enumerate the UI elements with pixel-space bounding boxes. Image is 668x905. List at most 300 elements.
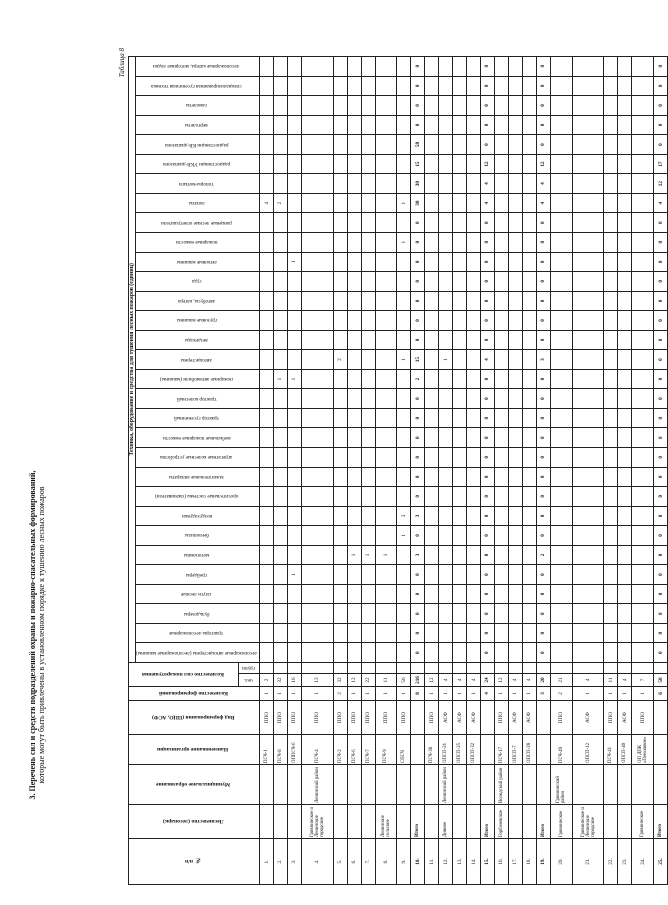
organization-cell [411,735,425,765]
header-equipment-31: лесопожарные катера, моторные лодки [136,56,260,76]
equipment-value-cell: 2 [273,193,287,213]
formation-type-cell: АСФ [508,701,522,735]
equipment-value-cell [361,115,375,135]
equipment-value-cell [425,467,439,487]
forestry-cell [333,805,347,839]
equipment-value-cell [333,526,347,546]
group-count-cell [536,663,550,674]
equipment-value-cell [618,135,632,155]
equipment-value-cell [439,311,453,331]
equipment-value-cell [425,350,439,370]
equipment-value-cell [508,330,522,350]
equipment-value-cell [522,643,536,663]
equipment-value-cell [273,428,287,448]
equipment-value-cell [375,643,397,663]
equipment-value-cell [522,291,536,311]
row-number: 25. [654,839,668,885]
heading-line-2: которые могут быть привлечены в установленном порядке к тушению лесных пожаров [37,486,46,784]
header-equipment-15: пожарные автомобили (машины) [136,369,260,389]
equipment-value-cell [361,174,375,194]
header-equipment-26: радиостанции УКВ-диапазона [136,154,260,174]
equipment-value-cell [347,311,361,331]
equipment-value-cell: 0 [654,330,668,350]
equipment-value-cell [347,330,361,350]
equipment-value-cell: 0 [411,428,425,448]
equipment-value-cell [375,174,397,194]
equipment-value-cell [604,526,618,546]
equipment-value-cell [260,545,274,565]
people-count-cell: 22 [361,674,375,687]
equipment-value-cell [618,545,632,565]
equipment-value-cell [604,311,618,331]
equipment-value-cell [361,428,375,448]
equipment-value-cell [361,526,375,546]
equipment-value-cell [361,154,375,174]
equipment-value-cell [439,447,453,467]
equipment-value-cell [287,467,301,487]
equipment-value-cell [494,330,508,350]
equipment-value-cell: 0 [411,311,425,331]
equipment-value-cell [453,526,467,546]
equipment-value-cell [425,56,439,76]
equipment-value-cell [439,330,453,350]
equipment-value-cell: 0 [536,526,550,546]
equipment-value-cell [361,389,375,409]
equipment-value-cell [508,232,522,252]
equipment-value-cell [347,291,361,311]
equipment-value-cell [333,193,347,213]
equipment-value-cell [361,447,375,467]
group-count-cell [604,663,618,674]
equipment-value-cell: 0 [411,565,425,585]
formation-type-cell: ППО [273,701,287,735]
equipment-value-cell [508,369,522,389]
table-row [550,56,572,884]
group-count-cell [494,663,508,674]
equipment-value-cell [260,643,274,663]
equipment-value-cell [273,56,287,76]
equipment-value-cell [333,252,347,272]
equipment-value-cell [301,272,333,292]
equipment-value-cell [273,330,287,350]
group-count-cell [273,663,287,674]
formation-type-cell: АСФ [522,701,536,735]
equipment-value-cell [287,272,301,292]
equipment-value-cell [347,154,361,174]
equipment-value-cell [397,408,411,428]
equipment-value-cell [439,565,453,585]
equipment-value-cell [550,96,572,116]
equipment-value-cell [494,76,508,96]
equipment-value-cell [260,506,274,526]
equipment-value-cell: 0 [654,643,668,663]
formation-type-cell: ППО [550,701,572,735]
equipment-value-cell [347,467,361,487]
equipment-value-cell [287,506,301,526]
municipal-cell [604,765,618,805]
equipment-value-cell [453,174,467,194]
equipment-value-cell [453,330,467,350]
equipment-value-cell [572,623,604,643]
equipment-value-cell [397,252,411,272]
equipment-value-cell [361,584,375,604]
equipment-value-cell [550,389,572,409]
formation-count-cell: 1 [287,687,301,701]
people-count-cell: 56 [397,674,411,687]
table-row [273,56,287,884]
equipment-value-cell: 0 [481,643,495,663]
organization-cell: ОПСП-7 [508,735,522,765]
equipment-value-cell [260,604,274,624]
equipment-value-cell [260,252,274,272]
equipment-value-cell [375,154,397,174]
equipment-value-cell: 0 [411,272,425,292]
equipment-value-cell [439,174,453,194]
equipment-value-cell [260,350,274,370]
row-number: 21. [572,839,604,885]
group-count-cell [508,663,522,674]
forestry-cell [508,805,522,839]
formation-type-cell [536,701,550,735]
organization-cell: ОПСП-32 [467,735,481,765]
municipal-cell: Ленинский район [301,765,333,805]
equipment-value-cell [347,174,361,194]
equipment-value-cell [375,76,397,96]
municipal-cell [425,765,439,805]
equipment-value-cell [453,565,467,585]
equipment-value-cell [439,252,453,272]
equipment-value-cell [494,56,508,76]
equipment-value-cell [347,252,361,272]
municipal-cell [347,765,361,805]
equipment-value-cell: 0 [654,447,668,467]
equipment-value-cell [550,545,572,565]
equipment-value-cell [301,428,333,448]
equipment-value-cell [287,330,301,350]
equipment-value-cell [287,115,301,135]
municipal-cell [536,765,550,805]
forestry-cell: Итого [481,805,495,839]
equipment-value-cell [604,232,618,252]
equipment-value-cell [632,252,654,272]
equipment-value-cell [301,604,333,624]
equipment-value-cell [618,526,632,546]
group-count-cell [260,663,274,674]
group-count-cell [632,663,654,674]
header-equipment-18: грузовые машины [136,311,260,331]
equipment-value-cell: 0 [411,56,425,76]
equipment-value-cell [522,369,536,389]
equipment-value-cell [632,408,654,428]
equipment-value-cell [439,193,453,213]
equipment-value-cell [508,506,522,526]
equipment-value-cell [425,272,439,292]
equipment-value-cell [301,76,333,96]
equipment-value-cell [361,506,375,526]
equipment-value-cell [273,643,287,663]
table-row [508,56,522,884]
equipment-value-cell [453,604,467,624]
equipment-value-cell [439,623,453,643]
equipment-value-cell [375,350,397,370]
equipment-value-cell [572,487,604,507]
municipal-cell [632,765,654,805]
equipment-value-cell [618,506,632,526]
formation-count-cell: 1 [508,687,522,701]
equipment-value-cell [347,213,361,233]
municipal-cell [481,765,495,805]
equipment-value-cell [508,252,522,272]
equipment-value-cell [550,623,572,643]
equipment-value-cell [632,369,654,389]
municipal-cell: Гривнинский район [550,765,572,805]
forestry-cell [425,805,439,839]
equipment-value-cell [604,389,618,409]
formation-type-cell: АСФ [439,701,453,735]
equipment-value-cell [494,115,508,135]
equipment-value-cell: 0 [481,135,495,155]
equipment-value-cell [572,330,604,350]
forestry-cell: Дивное [439,805,453,839]
equipment-value-cell: 30 [411,193,425,213]
forestry-cell [361,805,375,839]
equipment-value-cell: 0 [536,135,550,155]
equipment-value-cell [522,115,536,135]
equipment-value-cell [467,604,481,624]
equipment-value-cell [361,487,375,507]
organization-cell: ПСЧ-38 [425,735,439,765]
equipment-value-cell [333,76,347,96]
group-count-cell [425,663,439,674]
forestry-cell [618,805,632,839]
equipment-value-cell [333,643,347,663]
people-count-cell: 4 [522,674,536,687]
equipment-value-cell [273,545,287,565]
table-total-row [654,56,668,884]
equipment-value-cell [425,252,439,272]
equipment-value-cell [467,584,481,604]
equipment-value-cell [333,604,347,624]
equipment-value-cell [439,369,453,389]
organization-cell: ПСЧ-2 [333,735,347,765]
equipment-value-cell [425,213,439,233]
equipment-value-cell [301,291,333,311]
equipment-value-cell [604,428,618,448]
equipment-value-cell [273,291,287,311]
header-equipment-25: топоры-мотыги [136,174,260,194]
formation-count-cell: 1 [347,687,361,701]
equipment-value-cell [618,643,632,663]
equipment-value-cell [453,115,467,135]
equipment-value-cell [572,467,604,487]
group-count-cell [550,663,572,674]
municipal-cell [361,765,375,805]
equipment-value-cell [467,526,481,546]
equipment-value-cell [550,447,572,467]
equipment-value-cell [550,428,572,448]
equipment-value-cell: 0 [481,526,495,546]
equipment-value-cell [572,76,604,96]
equipment-value-cell [333,174,347,194]
equipment-value-cell [347,193,361,213]
row-number: 19. [536,839,550,885]
equipment-value-cell [375,428,397,448]
equipment-value-cell [522,623,536,643]
equipment-value-cell [494,545,508,565]
equipment-value-cell [632,311,654,331]
equipment-value-cell: 0 [411,330,425,350]
people-count-cell: 4 [508,674,522,687]
equipment-value-cell [273,252,287,272]
group-count-cell [467,663,481,674]
equipment-value-cell: 0 [654,291,668,311]
equipment-value-cell [604,506,618,526]
equipment-value-cell: 0 [411,96,425,116]
equipment-value-cell [467,506,481,526]
equipment-value-cell [347,350,361,370]
equipment-value-cell [508,467,522,487]
equipment-value-cell [361,623,375,643]
equipment-value-cell [550,232,572,252]
equipment-value-cell [618,76,632,96]
equipment-value-cell [333,545,347,565]
group-count-cell [361,663,375,674]
equipment-value-cell [301,487,333,507]
equipment-value-cell [301,389,333,409]
equipment-value-cell [287,643,301,663]
equipment-value-cell: 0 [536,428,550,448]
formation-count-cell: 1 [273,687,287,701]
equipment-value-cell: 0 [654,232,668,252]
equipment-value-cell [550,369,572,389]
equipment-value-cell [494,389,508,409]
people-count-cell: 4 [467,674,481,687]
equipment-value-cell [522,232,536,252]
header-staff-groups: групп [239,663,260,674]
equipment-value-cell: 0 [481,506,495,526]
equipment-value-cell [550,526,572,546]
organization-cell: ПСЧ-41 [604,735,618,765]
equipment-value-cell: 0 [654,135,668,155]
equipment-value-cell [467,135,481,155]
equipment-value-cell [522,330,536,350]
municipal-cell [618,765,632,805]
equipment-value-cell [301,174,333,194]
equipment-value-cell: 0 [481,389,495,409]
equipment-value-cell [604,291,618,311]
equipment-value-cell [333,213,347,233]
equipment-value-cell [632,467,654,487]
equipment-value-cell [347,526,361,546]
equipment-value-cell [467,389,481,409]
formation-count-cell: 1 [572,687,604,701]
people-count-cell: 16 [287,674,301,687]
equipment-value-cell [273,272,287,292]
formation-count-cell: 1 [632,687,654,701]
equipment-value-cell [333,154,347,174]
equipment-value-cell [572,350,604,370]
equipment-value-cell [572,193,604,213]
equipment-value-cell [260,389,274,409]
equipment-value-cell [467,311,481,331]
equipment-value-cell: 1 [287,369,301,389]
equipment-value-cell [301,545,333,565]
equipment-value-cell [260,154,274,174]
equipment-value-cell [508,311,522,331]
equipment-value-cell [467,96,481,116]
equipment-value-cell [375,330,397,350]
equipment-value-cell [260,487,274,507]
equipment-value-cell [273,135,287,155]
equipment-value-cell [604,604,618,624]
header-equipment-11: агрегатные колесные устройства [136,447,260,467]
forestry-cell [273,805,287,839]
equipment-value-cell [301,408,333,428]
equipment-value-cell [494,135,508,155]
row-number: 15. [481,839,495,885]
row-number: 23. [618,839,632,885]
municipal-cell [508,765,522,805]
equipment-value-cell: 0 [481,369,495,389]
equipment-value-cell [273,389,287,409]
equipment-value-cell [453,154,467,174]
equipment-value-cell [550,135,572,155]
formation-count-cell: 1 [301,687,333,701]
organization-cell: ПСЧ-1 [260,735,274,765]
row-number: 5. [333,839,347,885]
equipment-value-cell [453,428,467,448]
people-count-cell: 4 [439,674,453,687]
equipment-value-cell [632,291,654,311]
equipment-value-cell [301,154,333,174]
equipment-value-cell [439,232,453,252]
equipment-value-cell [375,526,397,546]
equipment-value-cell [301,252,333,272]
organization-cell: ОП ДПК «Пеньковое» [632,735,654,765]
equipment-value-cell [604,76,618,96]
equipment-value-cell [632,232,654,252]
table-row [572,56,604,884]
equipment-value-cell [439,467,453,487]
municipal-cell [260,765,274,805]
equipment-value-cell [453,232,467,252]
header-equipment-19: автобусы, катера [136,291,260,311]
equipment-value-cell [397,96,411,116]
equipment-value-cell [333,115,347,135]
equipment-value-cell [508,76,522,96]
header-equipment-16: автоцистерны [136,350,260,370]
equipment-value-cell: 0 [536,56,550,76]
equipment-value-cell [301,467,333,487]
equipment-value-cell [260,330,274,350]
equipment-value-cell [508,350,522,370]
group-count-cell [522,663,536,674]
equipment-value-cell [260,447,274,467]
table-row [425,56,439,884]
equipment-value-cell [494,467,508,487]
equipment-value-cell [467,447,481,467]
equipment-value-cell [301,447,333,467]
header-equipment-4: плуги лесные [136,584,260,604]
equipment-value-cell [522,252,536,272]
formation-count-cell: 1 [522,687,536,701]
equipment-value-cell [397,311,411,331]
equipment-value-cell [361,350,375,370]
header-organization: Наименование организации [129,735,260,765]
equipment-value-cell [632,154,654,174]
equipment-value-cell: 4 [481,193,495,213]
header-equipment-23: ранцевые лесные огнетушители [136,213,260,233]
